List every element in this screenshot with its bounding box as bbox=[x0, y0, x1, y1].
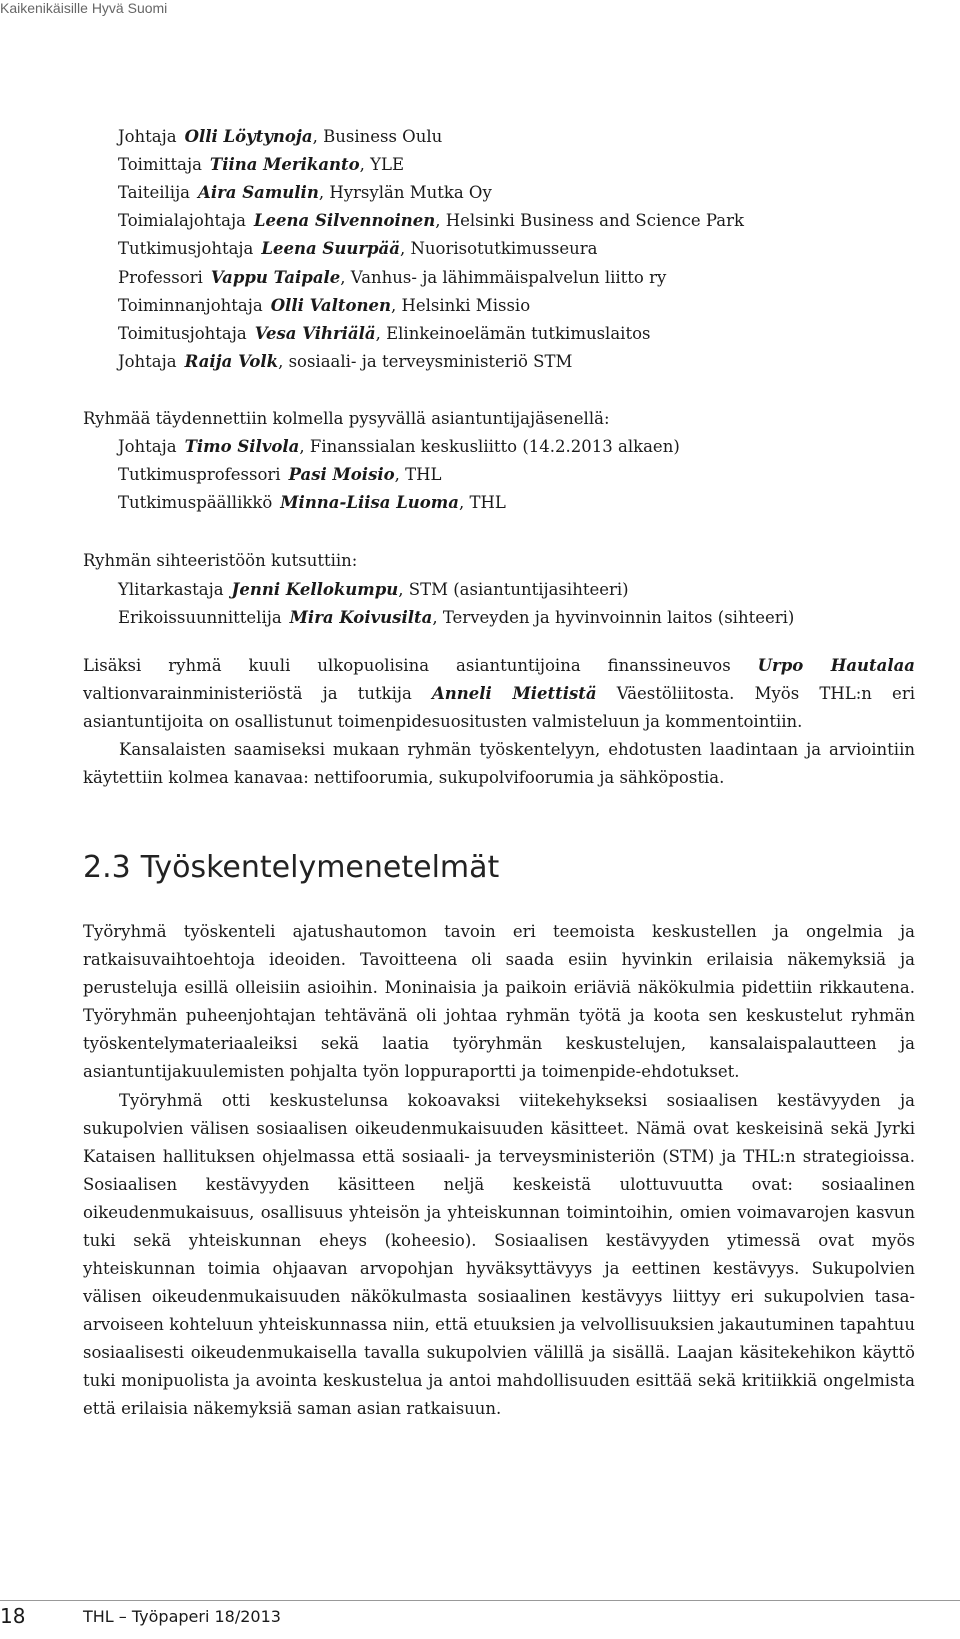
member-line: Toimialajohtaja Leena Silvennoinen, Helsinki Business and Science Park bbox=[118, 211, 744, 230]
member-line: Johtaja Olli Löytynoja, Business Oulu bbox=[118, 127, 443, 146]
member-line: Tutkimusjohtaja Leena Suurpää, Nuorisotutkimusseura bbox=[118, 239, 598, 258]
section-heading: 2.3 Työskentelymenetelmät bbox=[83, 850, 500, 885]
member-line: Taiteilija Aira Samulin, Hyrsylän Mutka Oy bbox=[118, 183, 492, 202]
member-line: Professori Vappu Taipale, Vanhus- ja lähimmäispalvelun liitto ry bbox=[118, 268, 667, 287]
member-line: Johtaja Raija Volk, sosiaali- ja terveysministeriö STM bbox=[118, 352, 573, 371]
paragraph-methods-1: Työryhmä työskenteli ajatushautomon tavoin eri teemoista keskustellen ja ongelmia ja ratkaisuvaihtoehtoja ideoiden. Tavoitteena oli saada esiin hyvinkin erilaisia näkemyksiä ja perusteluja esillä olleisiin asioihin. Moninaisia ja paikoin eriäviä näkökulmia pidettiin rikkautena. Työryhmän puheenjohtajan tehtävänä oli johtaa ryhmän työtä ja koota sen keskustelut ryhmän työskentelymateriaaleiksi sekä laatia työryhmän keskustelujen, kansalaispalautteen ja asiantuntijakuulemisten pohjalta työn loppuraportti ja toimenpide-ehdotukset. bbox=[83, 922, 915, 1081]
member-line: Toiminnanjohtaja Olli Valtonen, Helsinki Missio bbox=[118, 296, 531, 315]
expert-line: Tutkimuspäällikkö Minna-Liisa Luoma, THL bbox=[118, 493, 506, 512]
member-line: Toimitusjohtaja Vesa Vihriälä, Elinkeinoelämän tutkimuslaitos bbox=[118, 324, 651, 343]
secretariat-intro: Ryhmän sihteeristöön kutsuttiin: bbox=[83, 551, 358, 570]
expert-line: Tutkimusprofessori Pasi Moisio, THL bbox=[118, 465, 442, 484]
page-number: 18 bbox=[0, 1604, 26, 1628]
paragraph-methods-2: Työryhmä otti keskustelunsa kokoavaksi viitekehykseksi sosiaalisen kestävyyden ja sukupolvien välisen sosiaalisen oikeudenmukaisuuden käsitteet. Nämä ovat keskeisinä sekä Jyrki Kataisen hallituksen ohjelmassa että sosiaali- ja terveysministeriön (STM) ja THL:n strategioissa. Sosiaalisen kestävyyden käsitteen neljä keskeistä ulottuvuutta ovat: sosiaalinen oikeudenmukaisuus, osallisuus yhteisön ja yhteiskunnan toimintoihin, omien voimavarojen kasvun tuki sekä yhteiskunnan eheys (koheesio). Sosiaalisen kestävyyden ytimessä ovat myös yhteiskunnan toimia ohjaavan arvopohjan hyväksyttävyys ja eettinen kestävyys. Sukupolvien välisen oikeudenmukaisuuden näkökulmasta sosiaalinen kestävyys liittyy eri sukupolvien tasa-arvoiseen kohteluun yhteiskunnassa niin, että etuuksien ja velvollisuuksien jakautuminen tapahtuu sosiaalisesti oikeudenmukaisella tavalla sukupolvien välillä ja sisällä. Laajan käsitekehikon käyttö tuki monipuolista ja avointa keskustelua ja antoi mahdollisuuden esittää sekä kritiikkiä ongelmista että erilaisia näkemyksiä saman asian ratkaisuun. bbox=[83, 1091, 915, 1418]
running-header: Kaikenikäisille Hyvä Suomi bbox=[0, 0, 168, 16]
publication-series: THL – Työpaperi 18/2013 bbox=[83, 1607, 281, 1626]
member-line: Toimittaja Tiina Merikanto, YLE bbox=[118, 155, 405, 174]
expert-line: Johtaja Timo Silvola, Finanssialan keskusliitto (14.2.2013 alkaen) bbox=[118, 437, 680, 456]
paragraph-kansalaiset: Kansalaisten saamiseksi mukaan ryhmän työskentelyyn, ehdotusten laadintaan ja arviointiin käytettiin kolmea kanavaa: nettifoorumia, sukupolvifoorumia ja sähköpostia. bbox=[83, 740, 915, 787]
secretariat-line: Ylitarkastaja Jenni Kellokumpu, STM (asiantuntijasihteeri) bbox=[118, 580, 629, 599]
footer-rule bbox=[0, 1600, 960, 1601]
paragraph-lisaksi: Lisäksi ryhmä kuuli ulkopuolisina asiantuntijoina finanssineuvos Urpo Hautalaa valtionvarainministeriöstä ja tutkija Anneli Miettistä Väestöliitosta. Myös THL:n eri asiantuntijoita on osallistunut toimenpidesuositusten valmisteluun ja kommentointiin. bbox=[83, 656, 915, 731]
secretariat-line: Erikoissuunnittelija Mira Koivusilta, Terveyden ja hyvinvoinnin laitos (sihteeri) bbox=[118, 608, 795, 627]
experts-intro: Ryhmää täydennettiin kolmella pysyvällä asiantuntijajäsenellä: bbox=[83, 409, 610, 428]
page-footer bbox=[0, 1600, 960, 1630]
